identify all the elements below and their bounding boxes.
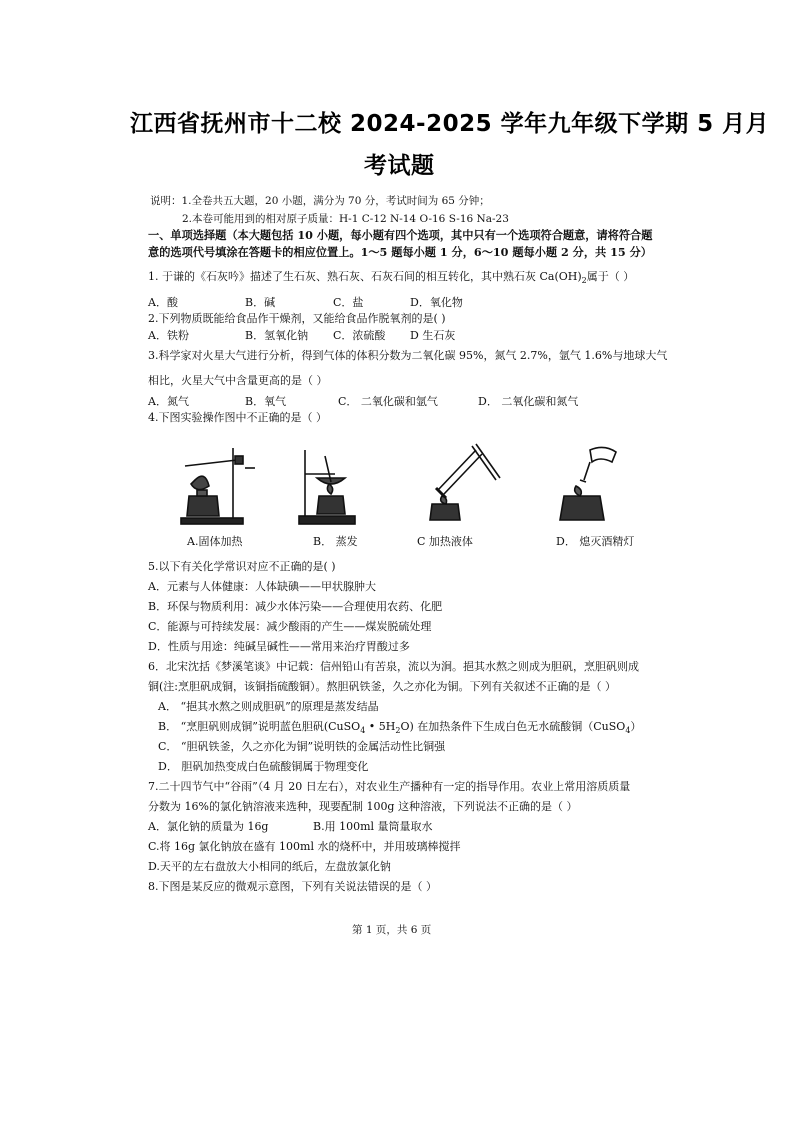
question-7-option-b: B.用 100ml 量筒量取水 — [313, 820, 433, 833]
question-3-option-c: C． 二氧化碳和氩气 — [338, 395, 438, 408]
figure-heating-liquid — [418, 440, 508, 526]
figure-extinguish-lamp — [550, 440, 630, 526]
question-5-option-c: C．能源与可持续发展：减少酸雨的产生——煤炭脱硫处理 — [148, 620, 432, 633]
question-1-option-d: D．氧化物 — [410, 296, 463, 309]
question-2-option-c: C．浓硫酸 — [333, 329, 386, 342]
question-2-option-a: A．铁粉 — [148, 329, 189, 342]
question-2-option-d: D 生石灰 — [410, 329, 456, 342]
question-6-stem-line1: 6．北宋沈括《梦溪笔谈》中记载：信州铅山有苦泉，流以为涧。挹其水熬之则成为胆矾，烹胆矾则成 — [148, 660, 639, 673]
question-3-option-b: B．氧气 — [245, 395, 287, 408]
question-7-option-a: A．氯化钠的质量为 16g — [148, 820, 269, 833]
question-1-stem: 1. 于谦的《石灰吟》描述了生石灰、熟石灰、石灰石间的相互转化，其中熟石灰 $Ca(OH)_2$属于（ ） — [148, 270, 635, 286]
question-1-option-c: C．盐 — [333, 296, 364, 309]
question-2-stem: 2.下列物质既能给食品作干燥剂，又能给食品作脱氧剂的是( ) — [148, 312, 446, 325]
question-1-option-b: B．碱 — [245, 296, 276, 309]
question-1-option-a: A．酸 — [148, 296, 178, 309]
question-5-option-a: A．元素与人体健康：人体缺碘——甲状腺肿大 — [148, 580, 376, 593]
question-8-stem: 8.下图是某反应的微观示意图，下列有关说法错误的是（ ） — [148, 880, 437, 893]
question-3-option-a: A．氮气 — [148, 395, 189, 408]
question-7-stem-line2: 分数为 16%的氯化钠溶液来选种，现要配制 100g 这种溶液，下列说法不正确的是（ ） — [148, 800, 578, 813]
page-title-line1: 江西省抚州市十二校 2024-2025 学年九年级下学期 5 月月 — [130, 111, 770, 137]
figure-a-caption: A.固体加热 — [187, 535, 243, 548]
question-3-option-d: D． 二氧化碳和氮气 — [478, 395, 579, 408]
figure-evaporation — [295, 440, 365, 526]
figure-d-caption: D． 熄灭酒精灯 — [556, 535, 635, 548]
question-6-option-c: C． “胆矾铁釜，久之亦化为铜”说明铁的金属活动性比铜强 — [158, 740, 446, 753]
question-7-stem-line1: 7.二十四节气中“谷雨”（4 月 20 日左右），对农业生产播种有一定的指导作用。农业上常用溶质质量 — [148, 780, 631, 793]
question-3-stem-line1: 3.科学家对火星大气进行分析，得到气体的体积分数为二氧化碳 95%，氮气 2.7%，氩气 1.6%与地球大气 — [148, 349, 668, 362]
question-6-option-a: A． “挹其水熬之则成胆矾”的原理是蒸发结晶 — [158, 700, 379, 713]
figure-c-caption: C 加热液体 — [417, 535, 473, 548]
page-title-line2: 考试题 — [364, 153, 435, 179]
question-4-stem: 4.下图实验操作图中不正确的是（ ） — [148, 411, 327, 424]
question-5-option-b: B．环保与物质利用：减少水体污染——合理使用农药、化肥 — [148, 600, 443, 613]
question-5-option-d: D．性质与用途：纯碱呈碱性——常用来治疗胃酸过多 — [148, 640, 410, 653]
question-3-stem-line2: 相比，火星大气中含量更高的是（ ） — [148, 374, 328, 387]
question-6-option-d: D． 胆矾加热变成白色硫酸铜属于物理变化 — [158, 760, 369, 773]
question-7-option-c: C.将 16g 氯化钠放在盛有 100ml 水的烧杯中，并用玻璃棒搅拌 — [148, 840, 461, 853]
page-footer: 第 1 页，共 6 页 — [352, 924, 432, 936]
figure-solid-heating — [175, 440, 265, 526]
question-6-option-b: B． “烹胆矾则成铜”说明蓝色胆矾(CuSO$_4$ • $5H_2O$) 在加热条件下生成白色无水硫酸铜（CuSO$_4$） — [158, 720, 642, 736]
figure-b-caption: B． 蒸发 — [313, 535, 358, 548]
exam-notes-line2: 2.本卷可能用到的相对原子质量：H-1 C-12 N-14 O-16 S-16 Na-23 — [182, 213, 509, 225]
exam-notes-line1: 说明：1.全卷共五大题，20 小题，满分为 70 分，考试时间为 65 分钟； — [150, 195, 490, 207]
section-heading-line1: 一、单项选择题（本大题包括 10 小题，每小题有四个选项，其中只有一个选项符合题意，请将符合题 — [148, 228, 653, 242]
question-6-stem-line2: 铜(注:烹胆矾成铜，该铜指硫酸铜）。熬胆矾铁釜，久之亦化为铜。下列有关叙述不正确的是（ ） — [148, 680, 616, 693]
section-heading-line2: 意的选项代号填涂在答题卡的相应位置上。1～5 题每小题 1 分，6～10 题每小题 2 分，共 15 分） — [148, 245, 652, 259]
question-5-stem: 5.以下有关化学常识对应不正确的是( ) — [148, 560, 336, 573]
question-7-option-d: D.天平的左右盘放大小相同的纸后，左盘放氯化钠 — [148, 860, 391, 873]
question-2-option-b: B．氢氧化钠 — [245, 329, 309, 342]
